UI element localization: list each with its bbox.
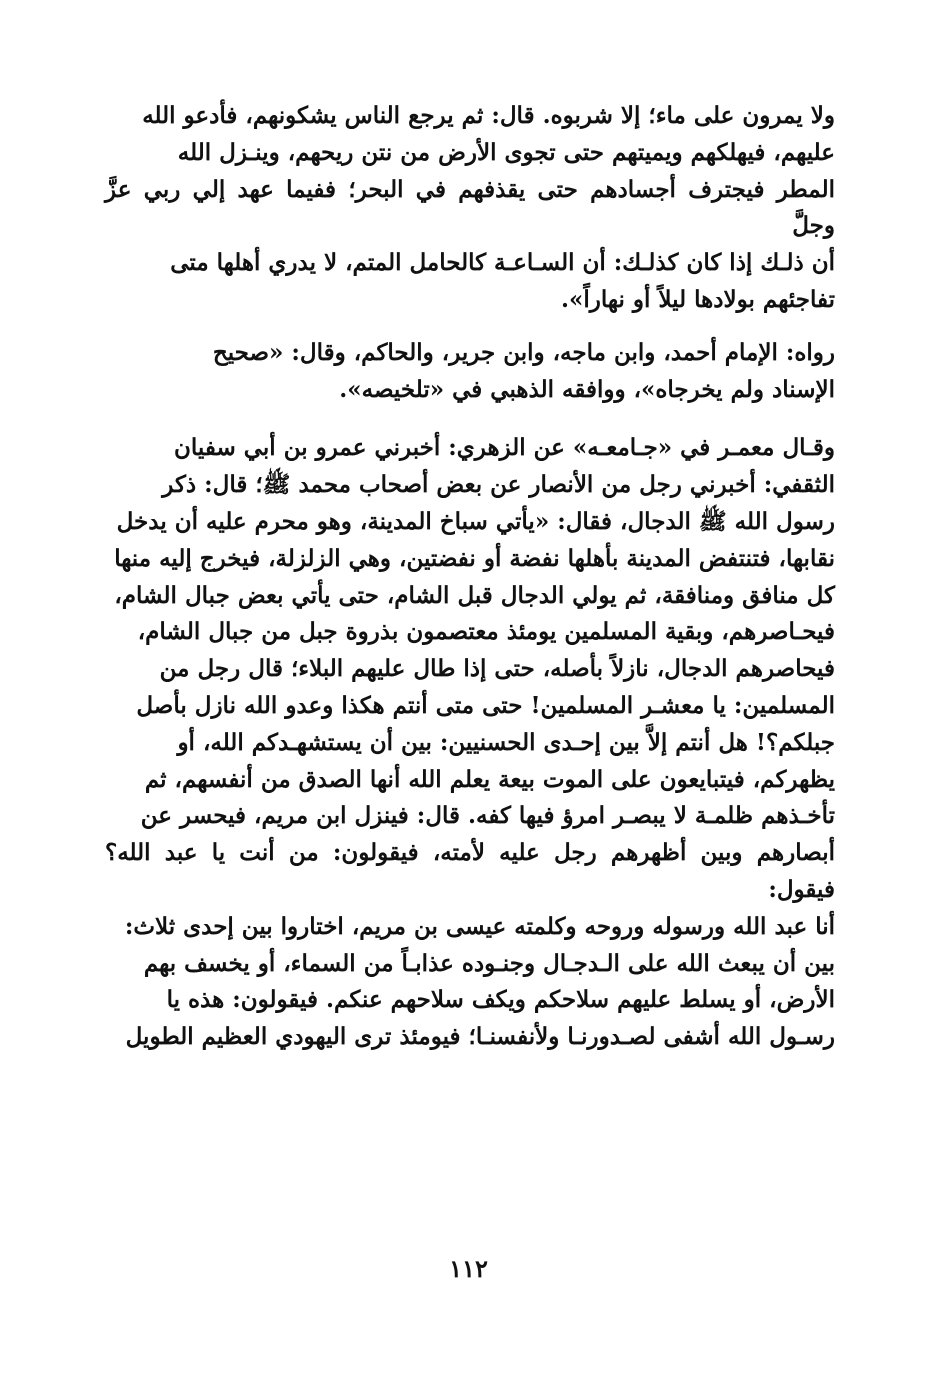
paragraph-1 xyxy=(105,98,835,319)
text-line: تفاجئهم بولادها ليلاً أو نهاراً». xyxy=(561,285,835,313)
text-line: كل منافق ومنافقة، ثم يولي الدجال قبل الشام، حتى يأتي بعض جبال الشام، xyxy=(114,581,835,609)
paragraph-2 xyxy=(105,335,835,409)
text-line: الثقفي: أخبرني رجل من الأنصار عن بعض أصحاب محمد ﷺ؛ قال: ذكر xyxy=(162,471,835,499)
text-line: أبصارهم وبين أظهرهم رجل عليه لأمته، فيقولون: من أنت يا عبد الله؟ فيقول: xyxy=(105,839,835,903)
text-line: أن ذلـك إذا كان كذلـك: أن السـاعـة كالحامل المتم، لا يدري أهلها متى xyxy=(170,249,835,277)
page-number: ١١٢ xyxy=(449,1254,488,1283)
text-line: وقـال معمـر في «جـامعـه» عن الزهري: أخبرني عمرو بن أبي سفيان xyxy=(173,434,835,462)
text-line: الإسناد ولم يخرجاه»، ووافقه الذهبي في «تلخيصه». xyxy=(339,375,835,403)
text-line: جبلكم؟! هل أنتم إلاَّ بين إحـدى الحسنيين: بين أن يستشهـدكم الله، أو xyxy=(177,728,835,756)
text-line: رواه: الإمام أحمد، وابن ماجه، وابن جرير، والحاكم، وقال: «صحيح xyxy=(212,338,835,366)
text-line: المسلمين: يا معشـر المسلمين! حتى متى أنتم هكذا وعدو الله نازل بأصل xyxy=(136,691,835,719)
text-line: رسـول الله أشفى لصـدورنـا ولأنفسنـا؛ فيومئذ ترى اليهودي العظيم الطويل xyxy=(125,1023,835,1051)
text-line: بين أن يبعث الله على الـدجـال وجنـوده عذابـاً من السماء، أو يخسف بهم xyxy=(143,949,835,977)
page-body xyxy=(105,98,835,1056)
text-line: تأخـذهم ظلمـة لا يبصـر امرؤ فيها كفه. قال: فينزل ابن مريم، فيحسر عن xyxy=(140,802,835,830)
text-line: فيحاصرهم الدجال، نازلاً بأصله، حتى إذا طال عليهم البلاء؛ قال رجل من xyxy=(159,655,835,683)
text-line: عليهم، فيهلكهم ويميتهم حتى تجوى الأرض من نتن ريحهم، وينـزل الله xyxy=(177,138,835,166)
text-line: يظهركم، فيتبايعون على الموت بيعة يعلم الله أنها الصدق من أنفسهم، ثم xyxy=(144,765,835,793)
paragraph-3 xyxy=(105,430,835,1056)
text-line: أنا عبد الله ورسوله وروحه وكلمته عيسى بن مريم، اختاروا بين إحدى ثلاث: xyxy=(124,912,835,940)
text-line: ولا يمرون على ماء؛ إلا شربوه. قال: ثم يرجع الناس يشكونهم، فأدعو الله xyxy=(142,102,835,129)
text-line: فيحـاصرهم، وبقية المسلمين يومئذ معتصمون بذروة جبل من جبال الشام، xyxy=(137,618,835,646)
text-line: الأرض، أو يسلط عليهم سلاحكم ويكف سلاحهم عنكم. فيقولون: هذه يا xyxy=(166,986,835,1014)
text-line: رسول الله ﷺ الدجال، فقال: «يأتي سباخ المدينة، وهو محرم عليه أن يدخل xyxy=(116,507,835,535)
text-line: المطر فيجترف أجسادهم حتى يقذفهم في البحر؛ ففيما عهد إلي ربي عزَّ وجلَّ xyxy=(105,175,835,240)
text-line: نقابها، فتنتفض المدينة بأهلها نفضة أو نفضتين، وهي الزلزلة، فيخرج إليه منها xyxy=(114,544,835,572)
